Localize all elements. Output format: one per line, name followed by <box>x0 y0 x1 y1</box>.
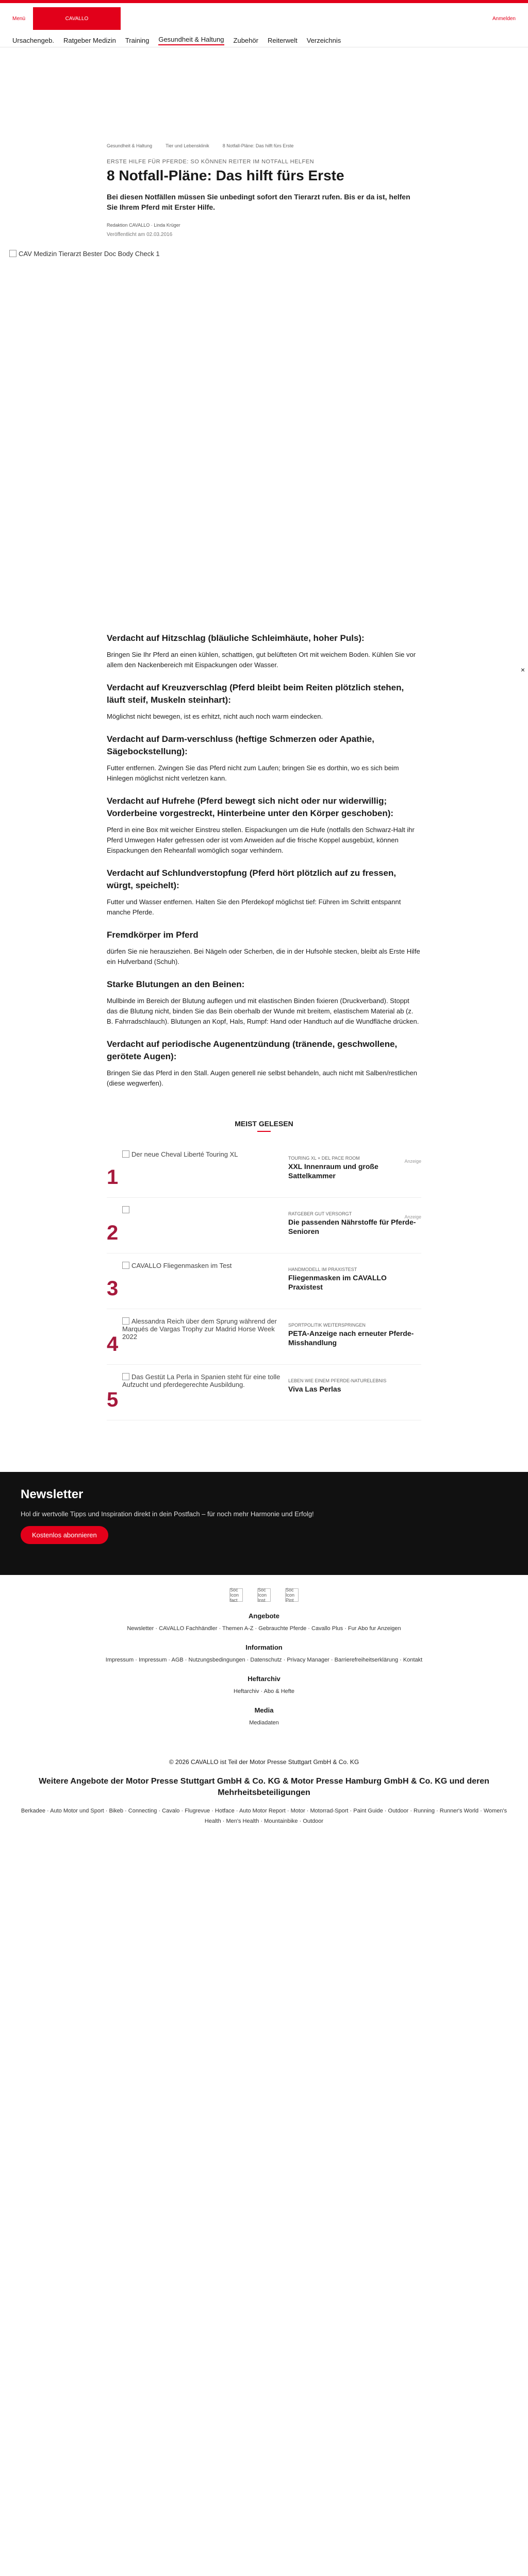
hero-image <box>9 250 528 590</box>
list-item[interactable] <box>107 1365 421 1420</box>
breadcrumb-item[interactable]: Gesundheit & Haltung <box>107 143 153 148</box>
teaser-kicker: SPORTPOLITIK WEITERSPRINGEN <box>288 1323 366 1328</box>
meist-gelesen-title: MEIST GELESEN <box>235 1120 293 1128</box>
footer-angebote-links[interactable]: Newsletter · CAVALLO Fachhändler · Themen A-Z · Gebrauchte Pferde · Cavallo Plus · Fur Abo fur Anzeigen <box>127 1625 401 1632</box>
list-item[interactable] <box>107 1309 421 1365</box>
footer-information-title: Information <box>245 1643 283 1651</box>
section-text: Möglichst nicht bewegen, ist es erhitzt, nicht auch noch warm eindecken. <box>107 713 323 720</box>
instagram-icon[interactable]: Soc Icon Inst <box>257 1588 271 1602</box>
hero-image-alt: CAV Medizin Tierarzt Bester Doc Body Check 1 <box>19 250 160 258</box>
teaser-image[interactable] <box>122 1206 288 1248</box>
page-title: 8 Notfall-Pläne: Das hilft fürs Erste <box>107 167 344 183</box>
nav-item-active[interactable]: Gesundheit & Haltung <box>158 36 224 45</box>
nav-item[interactable]: Zubehör <box>233 37 258 44</box>
section-heading: Verdacht auf Kreuzverschlag (Pferd bleibt beim Reiten plötzlich stehen, läuft steif, Muskeln steinhart): <box>107 683 404 705</box>
article-date: Veröffentlicht am 02.03.2016 <box>107 232 173 238</box>
teaser-text <box>288 1262 421 1292</box>
site-logo[interactable]: CAVALLO <box>33 7 121 30</box>
section-text: Mullbinde im Bereich der Blutung auflegen und mit elastischen Binden fixieren (Druckverband). Stoppt das die Blutung nicht, binden Sie das Bein oberhalb der Wunde mit breitem, elastischem Material ab (z. B. Fahrradschlauch). Blutungen an Kopf, Hals, Rumpf: Hand oder Handtuch auf die Wundfläche drücken. <box>107 997 419 1025</box>
section-text: Bringen Sie das Pferd in den Stall. Augen generell nie selbst behandeln, auch nicht mit Salben/restlichen (diese wegwerfen). <box>107 1069 417 1087</box>
nav-item[interactable]: Reiterwelt <box>267 37 298 44</box>
article-author: Redaktion CAVALLO · Linda Krüger <box>107 223 180 228</box>
menu-button[interactable]: Menü <box>12 15 26 22</box>
section-text: Futter entfernen. Zwingen Sie das Pferd nicht zum Laufen; bringen Sie es dorthin, wo es sich beim Hinlegen möglichst nicht verletzen kann. <box>107 764 399 782</box>
list-item[interactable] <box>107 1142 421 1198</box>
ad-badge: Anzeige <box>404 1159 421 1164</box>
title-underline <box>257 1131 271 1132</box>
rank-number: 4 <box>107 1333 119 1355</box>
teaser-image-alt: Alessandra Reich über dem Sprung während der Marqués de Vargas Trophy zur Madrid Horse Week 2022 <box>122 1317 277 1341</box>
teaser-image[interactable] <box>122 1317 288 1360</box>
broken-image-icon <box>122 1317 129 1325</box>
teaser-image-alt: Das Gestüt La Perla in Spanien steht für eine tolle Aufzucht und pferdegerechte Ausbildung. <box>122 1373 280 1388</box>
nav-item[interactable]: Verzeichnis <box>306 37 341 44</box>
section-heading: Starke Blutungen an den Beinen: <box>107 979 245 989</box>
login-link[interactable]: Anmelden <box>492 15 516 22</box>
footer-weitere-title: Weitere Angebote der Motor Presse Stuttgart GmbH & Co. KG & Motor Presse Hamburg GmbH & Co. KG und deren Mehrheitsbeteiligungen <box>39 1777 489 1797</box>
teaser-image[interactable] <box>122 1150 288 1193</box>
section-heading: Verdacht auf Hitzschlag (bläuliche Schleimhäute, hoher Puls): <box>107 633 365 643</box>
section-heading: Verdacht auf Darm-verschluss (heftige Schmerzen oder Apathie, Sägebockstellung): <box>107 734 374 756</box>
teaser-image[interactable] <box>122 1262 288 1304</box>
newsletter-text: Hol dir wertvolle Tipps und Inspiration direkt in dein Postfach – für noch mehr Harmonie und Erfolg! <box>21 1510 314 1518</box>
list-item[interactable] <box>107 1253 421 1309</box>
broken-image-icon <box>122 1262 129 1269</box>
main-nav <box>0 34 528 47</box>
teaser-title[interactable]: PETA-Anzeige nach erneuter Pferde-Misshandlung <box>288 1329 414 1347</box>
copyright: © 2026 CAVALLO ist Teil der Motor Presse Stuttgart GmbH & Co. KG <box>169 1758 359 1766</box>
article-header <box>107 143 421 238</box>
broken-image-icon <box>122 1373 129 1380</box>
teaser-kicker: LEBEN WIE EINEM PFERDE-NATURELEBNIS <box>288 1378 387 1383</box>
rank-number: 5 <box>107 1388 119 1411</box>
teaser-title[interactable]: Die passenden Nährstoffe für Pferde-Senioren <box>288 1218 416 1235</box>
social-icons <box>0 1588 528 1602</box>
broken-image-icon <box>9 250 16 257</box>
section-heading: Verdacht auf periodische Augenentzündung (tränende, geschwollene, gerötete Augen): <box>107 1039 398 1061</box>
footer-information-links[interactable]: Impressum · Impressum · AGB · Nutzungsbedingungen · Datenschutz · Privacy Manager · Barrierefreiheitserklärung · Kontakt <box>105 1657 423 1663</box>
section-text: dürfen Sie nie herausziehen. Bei Nägeln oder Scherben, die in der Hufsohle stecken, bleibt als Erste Hilfe ein Hufverband (Schuh). <box>107 947 420 965</box>
section-text: Bringen Sie Ihr Pferd an einen kühlen, schattigen, gut belüfteten Ort mit weichem Boden. Kühlen Sie vor allem den Nackenbereich mit Eispackungen oder Wasser. <box>107 651 416 669</box>
footer-magazine-links[interactable]: Berkadee · Auto Motor und Sport · Bikeb · Connecting · Cavalo · Flugrevue · Hotface · Auto Motor Report · Motor · Motorrad-Sport · Paint Guide · Outdoor · Running · Runner's World · Women's Health · Men's Health · Mountainbike · Outdoor <box>21 1808 507 1824</box>
teaser-kicker: RATGEBER GUT VERSORGT <box>288 1211 352 1216</box>
rank-number: 2 <box>107 1222 119 1244</box>
nav-item[interactable]: Ratgeber Medizin <box>63 37 116 44</box>
teaser-text <box>288 1206 421 1236</box>
footer-heftarchiv-links[interactable]: Heftarchiv · Abo & Hefte <box>234 1688 294 1694</box>
teaser-image[interactable] <box>122 1373 288 1415</box>
newsletter-subscribe-button[interactable]: Kostenlos abonnieren <box>21 1526 108 1544</box>
pinterest-icon[interactable]: Soc Icon Pint <box>285 1588 299 1602</box>
teaser-text <box>288 1150 421 1180</box>
newsletter-box <box>0 1472 528 1575</box>
article-body <box>107 590 421 1089</box>
close-icon[interactable]: × <box>520 666 525 674</box>
broken-image-icon <box>122 1206 129 1213</box>
section-heading: Verdacht auf Hufrehe (Pferd bewegt sich nicht oder nur widerwillig; Vorderbeine vorgestreckt, Hinterbeine unter den Körper geschoben): <box>107 796 394 818</box>
section-text: Pferd in eine Box mit weicher Einstreu stellen. Eispackungen um die Hufe (notfalls den Schwarz-Halt ihr Pferd Umwegen Hafer gefressen oder ist vom Anweiden auf die frische Koppel ausgebüxt, können Eispackungen den Reheanfall womöglich sogar verhindern. <box>107 826 415 854</box>
footer-media-links[interactable]: Mediadaten <box>249 1720 279 1726</box>
nav-item[interactable]: Ursachengeb. <box>12 37 54 44</box>
footer-angebote-title: Angebote <box>249 1612 279 1620</box>
facebook-icon[interactable]: Soc Icon fact <box>229 1588 243 1602</box>
newsletter-title: Newsletter <box>21 1487 84 1501</box>
teaser-kicker: HANDMODELL IM PRAXISTEST <box>288 1267 357 1272</box>
rank-number: 3 <box>107 1277 119 1300</box>
breadcrumb <box>107 143 421 148</box>
teaser-title[interactable]: Viva Las Perlas <box>288 1385 341 1393</box>
breadcrumb-item: 8 Notfall-Pläne: Das hilft fürs Erste <box>222 143 294 148</box>
broken-image-icon <box>122 1150 129 1158</box>
teaser-kicker: TOURING XL × DEL PACE ROOM <box>288 1156 360 1161</box>
teaser-text <box>288 1317 421 1347</box>
teaser-text <box>288 1373 421 1394</box>
section-heading: Fremdkörper im Pferd <box>107 930 199 940</box>
site-header <box>0 3 528 34</box>
footer-heftarchiv-title: Heftarchiv <box>248 1675 280 1683</box>
section-text: Futter und Wasser entfernen. Halten Sie den Pferdekopf möglichst tief: Führen im Schritt entspannt manche Pferde. <box>107 898 401 916</box>
footer-media-title: Media <box>254 1706 274 1714</box>
ad-badge: Anzeige <box>404 1214 421 1219</box>
teaser-title[interactable]: Fliegenmasken im CAVALLO Praxistest <box>288 1274 387 1291</box>
article-kicker: ERSTE HILFE FÜR PFERDE: SO KÖNNEN REITER IM NOTFALL HELFEN <box>107 159 315 165</box>
ad-space <box>0 47 528 143</box>
teaser-image-alt: Der neue Cheval Liberté Touring XL <box>131 1150 238 1158</box>
meist-gelesen-list <box>107 1142 421 1420</box>
teaser-image-alt: CAVALLO Fliegenmasken im Test <box>131 1262 232 1269</box>
nav-item[interactable]: Training <box>125 37 150 44</box>
teaser-title[interactable]: XXL Innenraum und große Sattelkammer <box>288 1162 378 1180</box>
rank-number: 1 <box>107 1166 119 1189</box>
article-lead: Bei diesen Notfällen müssen Sie unbedingt sofort den Tierarzt rufen. Bis er da ist, helfen Sie Ihrem Pferd mit Erster Hilfe. <box>107 193 410 211</box>
section-heading: Verdacht auf Schlundverstopfung (Pferd hört plötzlich auf zu fressen, würgt, speichelt): <box>107 868 397 890</box>
breadcrumb-item[interactable]: Tier und Lebensklinik <box>166 143 209 148</box>
list-item[interactable] <box>107 1198 421 1253</box>
